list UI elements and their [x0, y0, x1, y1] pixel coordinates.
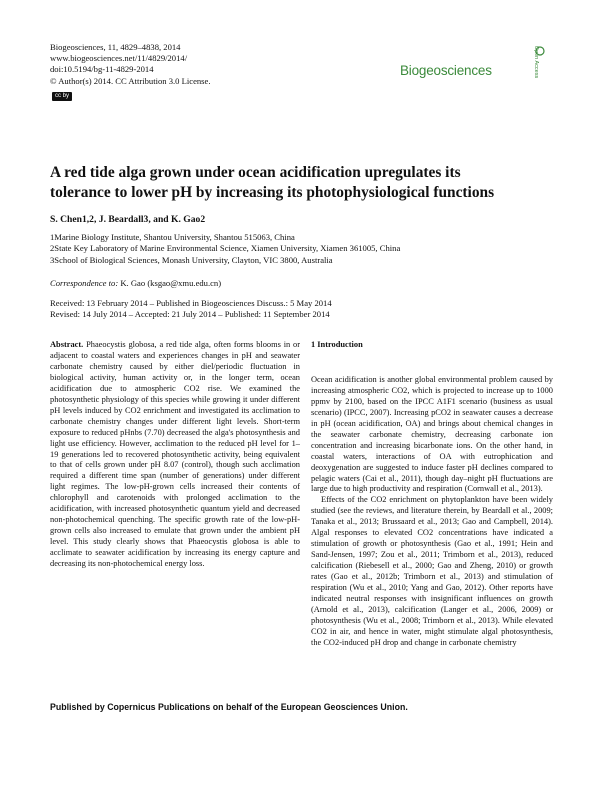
publisher-footer: Published by Copernicus Publications on behalf of the European Geosciences Union.: [50, 702, 408, 712]
copyright: © Author(s) 2014. CC Attribution 3.0 License.: [50, 75, 211, 86]
correspondence-label: Correspondence to:: [50, 278, 119, 288]
dates-line-1: Received: 13 February 2014 – Published in Biogeosciences Discuss.: 5 May 2014: [50, 298, 332, 308]
affiliation-3: 3School of Biological Sciences, Monash University, Clayton, VIC 3800, Australia: [50, 254, 333, 265]
cc-license-icon[interactable]: cc by: [52, 92, 72, 101]
dates-line-2: Revised: 14 July 2014 – Accepted: 21 July 2014 – Published: 11 September 2014: [50, 309, 330, 320]
introduction-section: [311, 340, 553, 649]
section-heading: 1 Introduction: [311, 340, 363, 349]
logo-text: Biogeosciences: [400, 63, 492, 78]
abstract: [50, 340, 300, 570]
journal-meta: [50, 42, 211, 87]
correspondence: [50, 278, 221, 288]
abstract-text: Phaeocystis globosa, a red tide alga, often forms blooms in or adjacent to coastal waters and experiences changes in pH and seawater carbonate chemistry caused by either diel/periodic fluctuation in biological activity, human activity or, in the longer term, ocean acidification due to atmospheric CO2 rise. We examined the photosynthetic physiology of this species while growing it under different pH levels induced by CO2 enrichment and investigated its acclimation to carbonate chemistry changes under different light levels. Short-term exposure to reduced pHnbs (7.70) decreased the alga's photosynthesis and light use efficiency. However, acclimation to the reduced pH level for 1–19 generations led to recovered photosynthetic activity, being equivalent to that of cells grown under pH 8.07 (control), though such acclimation required a different time span (number of generations) under different light regimes. The low-pH-grown cells increased their contents of chlorophyll and carotenoids with prolonged acclimation to the acidification, with increased photosynthetic quantum yield and decreased non-photochemical quenching. The specific growth rate of the low-pH-grown cells also increased to emulate that grown under the ambient pH level. This study clearly shows that Phaeocystis globosa is able to acclimate to seawater acidification by increasing its energy capture and decreasing its non-photochemical energy loss.: [50, 340, 301, 569]
journal-logo: [400, 45, 548, 85]
intro-paragraph-2: Effects of the CO2 enrichment on phytoplankton have been widely studied (see the reviews, and literature therein, by Beardall et al., 2009; Tanaka et al., 2013; Brussaard et al., 2013; Gao and Campbell, 2014). Algal responses to elevated CO2 concentrations have indicated a stimulation of growth or photosynthesis (Gao et al., 1991; Hein and Sand-Jensen, 1997; Zou et al., 2011; Trimborn et al., 2013), reduced calcification (Riebesell et al., 2000; Gao and Zheng, 2010) or growth rates (Gao et al., 2012b; Trimborn et al., 2013) and stimulation of respiration (Wu et al., 2010; Yang and Gao, 2012). Other reports have indicated neutral responses with insignificant influences on growth (Arnold et al., 2013), calcification (Langer et al., 2006, 2009) or photosynthesis (Wu et al., 2008; Trimborn et al., 2013). While elevated CO2 in air, and hence in water, might stimulate algal photosynthesis, the CO2-induced pH drop and change in carbonate chemistry: [311, 495, 553, 647]
paper-title: [50, 163, 550, 203]
title-line-2: tolerance to lower pH by increasing its photophysiological functions: [50, 184, 495, 201]
authors: S. Chen1,2, J. Beardall3, and K. Gao2: [50, 214, 206, 225]
doi[interactable]: doi:10.5194/bg-11-4829-2014: [50, 64, 154, 75]
title-line-1: A red tide alga grown under ocean acidification upregulates its: [50, 164, 461, 181]
correspondence-value[interactable]: K. Gao (ksgao@xmu.edu.cn): [120, 278, 222, 288]
journal-url[interactable]: www.biogeosciences.net/11/4829/2014/: [50, 53, 188, 64]
intro-paragraph-1: Ocean acidification is another global environmental problem caused by increasing atmospheric CO2, which is projected to increase up to 1000 ppmv by 2100, based on the IPCC A1F1 scenario (business as usual scenario) (IPCC, 2007). Increasing pCO2 in seawater causes a decrease in pH (ocean acidification, OA) and brings about chemical changes in the seawater carbonate chemistry, decreasing carbonate ion concentration and increasing bicarbonate ions. On the other hand, in coastal waters, interactions of OA with eutrophication and deoxygenation are suggested to induce faster pH declines compared to pelagic waters (Cai et al., 2011), though day–night pH fluctuations are large due to high productivity and respiration (Cornwall et al., 2013).: [311, 374, 553, 494]
open-access-label: Open Access: [533, 45, 540, 79]
abstract-label: Abstract.: [50, 340, 84, 349]
affiliations: [50, 232, 400, 266]
affiliation-1: 1Marine Biology Institute, Shantou University, Shantou 515063, China: [50, 232, 295, 242]
publication-dates: [50, 298, 332, 321]
journal-citation: Biogeosciences, 11, 4829–4838, 2014: [50, 42, 181, 52]
affiliation-2: 2State Key Laboratory of Marine Environmental Science, Xiamen University, Xiamen 361005, China: [50, 243, 401, 254]
